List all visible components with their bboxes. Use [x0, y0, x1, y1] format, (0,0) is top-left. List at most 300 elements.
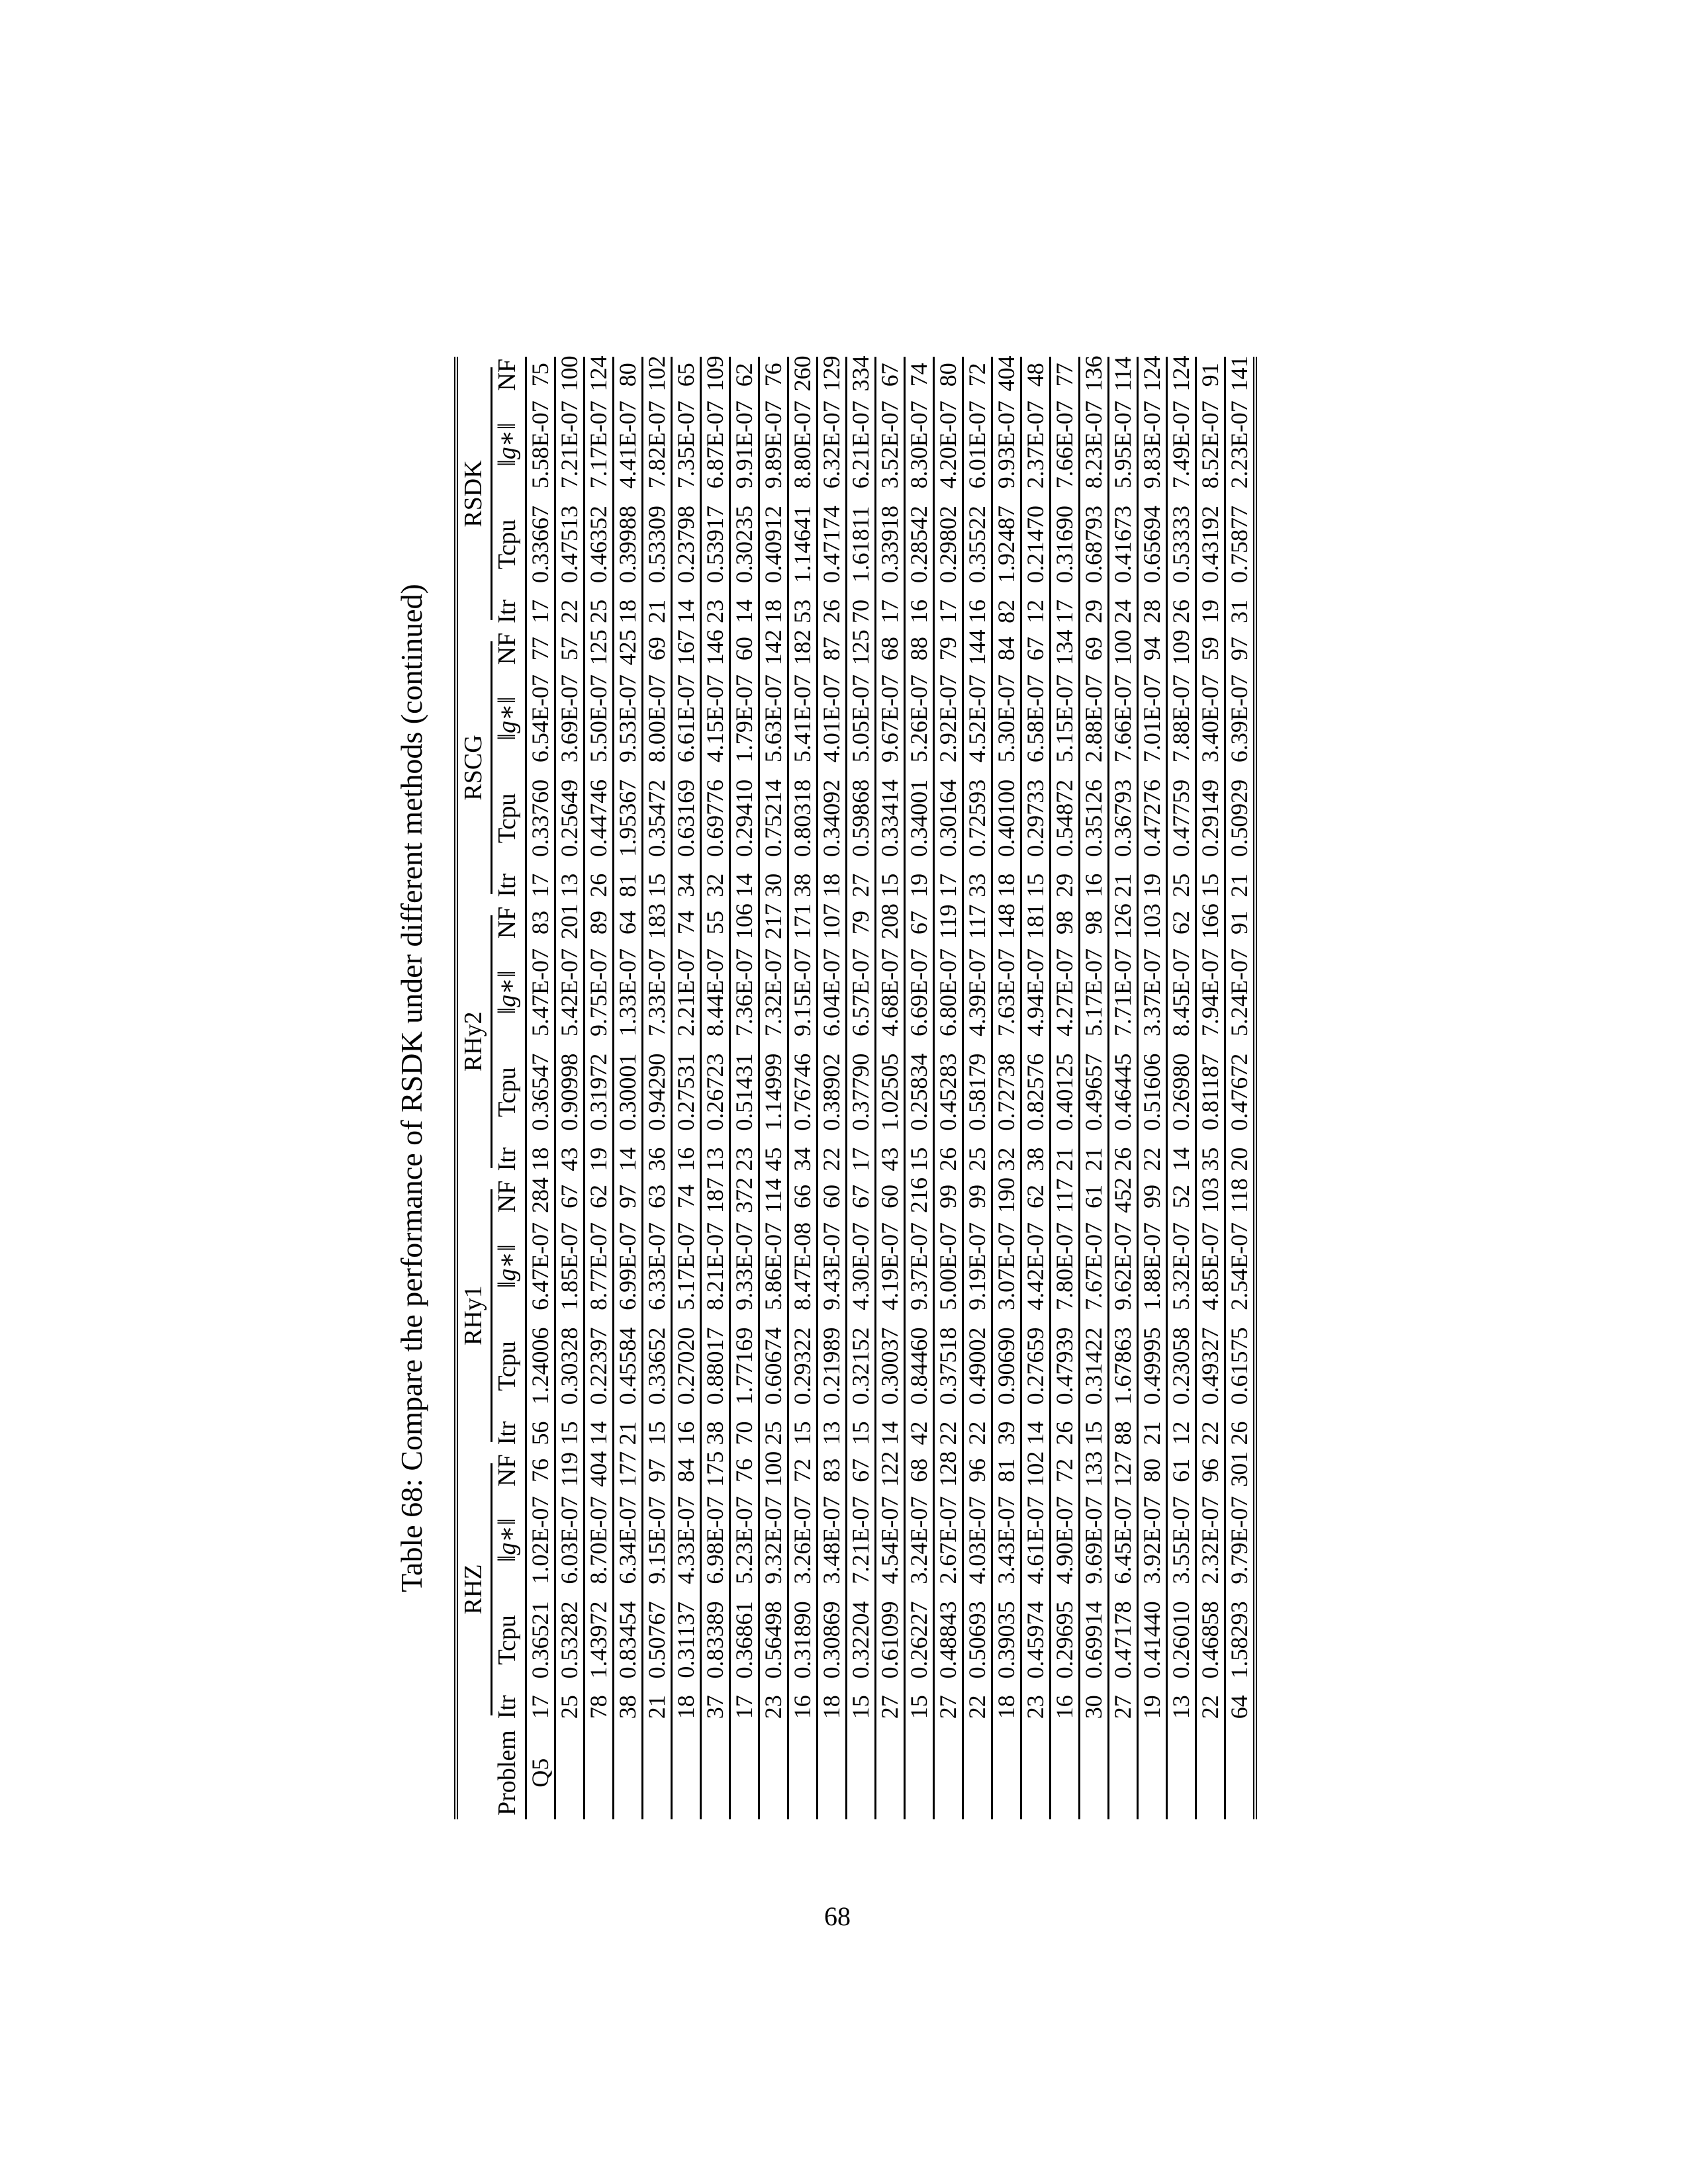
table-row [759, 357, 788, 1819]
cell: 98 [1051, 910, 1078, 934]
cell: 4.33E-07 [672, 1496, 699, 1584]
cell: 81 [614, 873, 641, 897]
column-header-tcpu: Tcpu [493, 1592, 526, 1688]
cell: 134 [1051, 629, 1078, 666]
cell: 124 [585, 355, 612, 392]
cell: 7.21E-07 [847, 1496, 874, 1584]
cell: 9.83E-07 [1138, 400, 1165, 489]
cell: 15 [905, 1695, 932, 1719]
cell: 0.26980 [1167, 1053, 1194, 1131]
problem-cell [555, 1726, 585, 1819]
cell: 109 [1167, 629, 1194, 666]
cell: 0.32152 [847, 1327, 874, 1405]
cell: 39 [992, 1421, 1019, 1445]
cell: 0.53333 [1167, 505, 1194, 583]
cell: 0.80318 [788, 779, 816, 857]
cell: 9.53E-07 [614, 674, 641, 763]
cell: 15 [905, 1147, 932, 1171]
cell: 0.50693 [963, 1601, 990, 1679]
cell: 114 [1109, 356, 1136, 392]
cell: 0.25834 [905, 1053, 932, 1131]
cell: 2.23E-07 [1225, 400, 1252, 489]
cell: 6.54E-07 [526, 674, 553, 763]
cell: 260 [788, 355, 816, 392]
cell: 15 [1080, 1421, 1107, 1445]
cell: 124 [1138, 355, 1165, 392]
cell: 0.53917 [701, 505, 728, 583]
cell: 0.72593 [963, 779, 990, 857]
problem-cell [963, 1726, 992, 1819]
cell: 0.47939 [1051, 1327, 1078, 1405]
cell: 0.88017 [701, 1327, 728, 1405]
cell: 6.32E-07 [818, 400, 845, 489]
cell: 22 [555, 599, 583, 623]
cell: 125 [585, 629, 612, 666]
cell: 69 [1080, 637, 1107, 661]
cell: 0.41440 [1138, 1601, 1165, 1679]
cell: 2.54E-07 [1225, 1222, 1252, 1310]
cell: 144 [963, 629, 990, 666]
cell: 4.54E-07 [876, 1496, 903, 1584]
problem-cell [730, 1726, 759, 1819]
cell: 6.03E-07 [555, 1496, 583, 1584]
cell: 109 [701, 355, 728, 392]
cell: 14 [730, 873, 757, 897]
cell: 118 [1225, 1178, 1252, 1213]
page-number: 68 [824, 1901, 851, 1931]
cell: 0.72738 [992, 1053, 1019, 1131]
cell: 284 [526, 1177, 553, 1213]
cell: 0.46445 [1109, 1053, 1136, 1131]
cell: 18 [672, 1695, 699, 1719]
cell: 15 [1021, 873, 1049, 897]
cell: 98 [1080, 910, 1107, 934]
cell: 0.33652 [643, 1327, 670, 1405]
cell: 100 [759, 1451, 786, 1487]
cell: 15 [847, 1695, 874, 1719]
cell: 6.45E-07 [1109, 1496, 1136, 1584]
cell: 18 [992, 873, 1019, 897]
cell: 15 [876, 873, 903, 897]
column-header-problem: Problem [493, 1726, 526, 1819]
cell: 6.47E-07 [526, 1222, 553, 1310]
cell: 4.01E-07 [818, 674, 845, 763]
cell: 3.40E-07 [1196, 674, 1223, 763]
cell: 0.47513 [555, 505, 583, 583]
cell: 27 [1109, 1695, 1136, 1719]
cell: 70 [730, 1421, 757, 1445]
cell: 217 [759, 903, 786, 940]
cell: 18 [526, 1147, 553, 1171]
cell: 9.33E-07 [730, 1222, 757, 1310]
cell: 15 [788, 1421, 816, 1445]
problem-cell [1080, 1726, 1109, 1819]
cell: 87 [818, 637, 845, 661]
table-row [992, 357, 1021, 1819]
cell: 34 [672, 873, 699, 897]
cell: 4.68E-07 [876, 948, 903, 1036]
cell: 9.15E-07 [788, 948, 816, 1036]
cell: 0.83454 [614, 1601, 641, 1679]
problem-cell [759, 1726, 788, 1819]
table-row [1225, 357, 1256, 1819]
cell: 80 [614, 363, 641, 387]
column-header-gnorm: ‖g∗‖ [493, 940, 526, 1044]
cell: 26 [1051, 1421, 1078, 1445]
problem-cell [905, 1726, 934, 1819]
column-header-tcpu: Tcpu [493, 770, 526, 866]
cell: 17 [526, 873, 553, 897]
column-header-gnorm: ‖g∗‖ [493, 1214, 526, 1318]
cell: 9.19E-07 [963, 1222, 990, 1310]
cell: 32 [992, 1147, 1019, 1171]
cell: 8.44E-07 [701, 948, 728, 1036]
cell: 7.88E-07 [1167, 674, 1194, 763]
table-row [1196, 357, 1225, 1819]
cell: 96 [1196, 1458, 1223, 1482]
cell: 61 [1080, 1184, 1107, 1208]
cell: 0.28542 [905, 505, 932, 583]
cell: 0.40912 [759, 505, 786, 583]
cell: 82 [992, 599, 1019, 623]
cell: 5.23E-07 [730, 1496, 757, 1584]
cell: 4.03E-07 [963, 1496, 990, 1584]
cell: 9.32E-07 [759, 1496, 786, 1584]
cell: 31 [1225, 599, 1252, 623]
cell: 5.47E-07 [526, 948, 553, 1036]
cell: 79 [934, 637, 961, 661]
column-header-tcpu: Tcpu [493, 1044, 526, 1140]
cell: 201 [555, 903, 583, 940]
cell: 8.70E-07 [585, 1496, 612, 1584]
cell: 21 [1138, 1421, 1165, 1445]
cell: 21 [1109, 873, 1136, 897]
cell: 72 [788, 1458, 816, 1482]
cell: 119 [934, 904, 961, 940]
cell: 0.30328 [555, 1327, 583, 1405]
problem-cell [1225, 1726, 1256, 1819]
cell: 21 [643, 1695, 670, 1719]
cell: 67 [847, 1458, 874, 1482]
cell: 25 [585, 599, 612, 623]
cell: 6.87E-07 [701, 400, 728, 489]
cell: 6.04E-07 [818, 948, 845, 1036]
cell: 9.91E-07 [730, 400, 757, 489]
cell: 1.02505 [876, 1053, 903, 1131]
cell: 102 [1021, 1451, 1049, 1487]
cell: 67 [847, 1184, 874, 1208]
cell: 208 [876, 903, 903, 940]
cell: 128 [934, 1451, 961, 1487]
cell: 76 [759, 363, 786, 387]
cell: 9.43E-07 [818, 1222, 845, 1310]
cell: 16 [788, 1695, 816, 1719]
cell: 74 [905, 363, 932, 387]
cell: 91 [1225, 910, 1252, 934]
table-row [963, 357, 992, 1819]
cell: 0.35522 [963, 505, 990, 583]
cell: 26 [1225, 1421, 1252, 1445]
cell: 0.65694 [1138, 505, 1165, 583]
cell: 0.36861 [730, 1601, 757, 1679]
cell: 84 [672, 1458, 699, 1482]
cell: 17 [934, 599, 961, 623]
cell: 25 [759, 1421, 786, 1445]
cell: 67 [876, 363, 903, 387]
cell: 83 [818, 1458, 845, 1482]
cell: 117 [963, 904, 990, 940]
cell: 0.26227 [905, 1601, 932, 1679]
cell: 0.29802 [934, 505, 961, 583]
cell: 0.47178 [1109, 1601, 1136, 1679]
cell: 0.26010 [1167, 1601, 1194, 1679]
cell: 7.71E-07 [1109, 948, 1136, 1036]
cell: 80 [1138, 1458, 1165, 1482]
cell: 0.36793 [1109, 779, 1136, 857]
column-header-itr: Itr [493, 592, 526, 631]
cell: 17 [730, 1695, 757, 1719]
table-row [672, 357, 701, 1819]
problem-cell [1021, 1726, 1051, 1819]
table-row [526, 357, 555, 1819]
cell: 4.20E-07 [934, 400, 961, 489]
cell: 177 [614, 1451, 641, 1487]
cell: 1.24006 [526, 1327, 553, 1405]
cell: 14 [672, 599, 699, 623]
cell: 119 [555, 1452, 583, 1487]
cell: 17 [876, 599, 903, 623]
cell: 4.39E-07 [963, 948, 990, 1036]
cell: 0.82576 [1021, 1053, 1049, 1131]
cell: 1.92487 [992, 505, 1019, 583]
cell: 0.47174 [818, 505, 845, 583]
column-header-itr: Itr [493, 1688, 526, 1726]
cell: 0.35126 [1080, 779, 1107, 857]
cell: 0.25649 [555, 779, 583, 857]
table-row [614, 357, 643, 1819]
cell: 0.29733 [1021, 779, 1049, 857]
cell: 0.75877 [1225, 505, 1252, 583]
table-row [788, 357, 818, 1819]
cell: 6.33E-07 [643, 1222, 670, 1310]
cell: 42 [905, 1421, 932, 1445]
cell: 99 [1138, 1184, 1165, 1208]
cell: 0.33760 [526, 779, 553, 857]
cell: 1.14641 [788, 505, 816, 583]
cell: 52 [1167, 1184, 1194, 1208]
cell: 18 [759, 599, 786, 623]
cell: 14 [730, 599, 757, 623]
table-row [1080, 357, 1109, 1819]
problem-cell [672, 1726, 701, 1819]
cell: 38 [788, 873, 816, 897]
cell: 22 [934, 1421, 961, 1445]
cell: 26 [818, 599, 845, 623]
cell: 0.23058 [1167, 1327, 1194, 1405]
cell: 62 [1021, 1184, 1049, 1208]
cell: 0.27531 [672, 1053, 699, 1131]
cell: 19 [905, 873, 932, 897]
cell: 6.61E-07 [672, 674, 699, 763]
cell: 3.43E-07 [992, 1496, 1019, 1584]
cell: 69 [643, 637, 670, 661]
cell: 6.69E-07 [905, 948, 932, 1036]
cell: 5.58E-07 [526, 400, 553, 489]
cell: 0.68793 [1080, 505, 1107, 583]
cell: 0.49995 [1138, 1327, 1165, 1405]
cell: 404 [585, 1451, 612, 1487]
cell: 5.05E-07 [847, 674, 874, 763]
table-row [701, 357, 730, 1819]
cell: 0.29149 [1196, 779, 1223, 857]
cell: 65 [672, 363, 699, 387]
cell: 57 [555, 637, 583, 661]
cell: 76 [730, 1458, 757, 1482]
cell: 8.77E-07 [585, 1222, 612, 1310]
table-row [876, 357, 905, 1819]
cell: 0.30235 [730, 505, 757, 583]
cell: 9.15E-07 [643, 1496, 670, 1584]
cell: 18 [818, 873, 845, 897]
cell: 18 [992, 1695, 1019, 1719]
cell: 97 [643, 1458, 670, 1482]
cell: 43 [876, 1147, 903, 1171]
cell: 0.49657 [1080, 1053, 1107, 1131]
cell: 0.50767 [643, 1601, 670, 1679]
cell: 6.57E-07 [847, 948, 874, 1036]
table-row [730, 357, 759, 1819]
cell: 0.75214 [759, 779, 786, 857]
cell: 8.21E-07 [701, 1222, 728, 1310]
cell: 0.90998 [555, 1053, 583, 1131]
cell: 14 [1021, 1421, 1049, 1445]
cell: 19 [1196, 599, 1223, 623]
cell: 171 [788, 903, 816, 940]
cell: 14 [585, 1421, 612, 1445]
cell: 97 [614, 1184, 641, 1208]
table-row [1051, 357, 1080, 1819]
cell: 136 [1080, 355, 1107, 392]
cell: 21 [1051, 1147, 1078, 1171]
cell: 216 [905, 1177, 932, 1213]
cell: 0.53282 [555, 1601, 583, 1679]
cell: 3.52E-07 [876, 400, 903, 489]
cell: 72 [963, 363, 990, 387]
cell: 22 [963, 1695, 990, 1719]
cell: 0.84460 [905, 1327, 932, 1405]
cell: 0.36547 [526, 1053, 553, 1131]
cell: 29 [1051, 873, 1078, 897]
cell: 8.23E-07 [1080, 400, 1107, 489]
cell: 28 [1138, 599, 1165, 623]
cell: 0.60674 [759, 1327, 786, 1405]
cell: 6.99E-07 [614, 1222, 641, 1310]
table-row [585, 357, 614, 1819]
cell: 7.21E-07 [555, 400, 583, 489]
problem-cell [992, 1726, 1021, 1819]
column-header-tcpu: Tcpu [493, 496, 526, 592]
cell: 141 [1225, 355, 1252, 392]
cell: 56 [526, 1421, 553, 1445]
cell: 60 [818, 1184, 845, 1208]
cell: 9.89E-07 [759, 400, 786, 489]
cell: 1.58293 [1225, 1601, 1252, 1679]
cell: 0.33414 [876, 779, 903, 857]
cell: 0.45974 [1021, 1601, 1049, 1679]
cell: 8.47E-08 [788, 1222, 816, 1310]
cell: 18 [614, 599, 641, 623]
cell: 0.69914 [1080, 1601, 1107, 1679]
cell: 8.30E-07 [905, 400, 932, 489]
cell: 103 [1138, 903, 1165, 940]
cell: 0.61575 [1225, 1327, 1252, 1405]
cell: 187 [701, 1177, 728, 1213]
cell: 0.23798 [672, 505, 699, 583]
cell: 0.40100 [992, 779, 1019, 857]
cell: 1.88E-07 [1138, 1222, 1165, 1310]
cell: 0.34092 [818, 779, 845, 857]
cell: 64 [1225, 1695, 1252, 1719]
cell: 122 [876, 1451, 903, 1487]
cell: 0.34001 [905, 779, 932, 857]
cell: 334 [847, 355, 874, 392]
cell: 67 [1021, 637, 1049, 661]
cell: 17 [526, 599, 553, 623]
column-header-gnorm: ‖g∗‖ [493, 392, 526, 496]
cell: 16 [963, 599, 990, 623]
cell: 0.31890 [788, 1601, 816, 1679]
cell: 301 [1225, 1451, 1252, 1487]
cell: 4.90E-07 [1051, 1496, 1078, 1584]
cell: 15 [847, 1421, 874, 1445]
cell: 0.51431 [730, 1053, 757, 1131]
cell: 16 [1051, 1695, 1078, 1719]
cell: 62 [730, 363, 757, 387]
cell: 4.41E-07 [614, 400, 641, 489]
table-row [1138, 357, 1167, 1819]
column-header-gnorm: ‖g∗‖ [493, 666, 526, 770]
cell: 129 [818, 355, 845, 392]
cell: 9.69E-07 [1080, 1496, 1107, 1584]
cell: 0.30869 [818, 1601, 845, 1679]
column-header-tcpu: Tcpu [493, 1318, 526, 1414]
cell: 1.85E-07 [555, 1222, 583, 1310]
cell: 3.55E-07 [1167, 1496, 1194, 1584]
cell: 5.17E-07 [672, 1222, 699, 1310]
cell: 9.67E-07 [876, 674, 903, 763]
cell: 23 [730, 1147, 757, 1171]
method-group-header-row [456, 357, 494, 1819]
cell: 126 [1109, 903, 1136, 940]
cell: 20 [1225, 1147, 1252, 1171]
cell: 91 [1196, 363, 1223, 387]
cell: 7.17E-07 [585, 400, 612, 489]
cell: 83 [526, 910, 553, 934]
table-row [1109, 357, 1138, 1819]
cell: 0.81187 [1196, 1054, 1223, 1130]
cell: 35 [1196, 1147, 1223, 1171]
cell: 19 [1138, 873, 1165, 897]
table-row [1167, 357, 1196, 1819]
cell: 38 [701, 1421, 728, 1445]
cell: 21 [643, 599, 670, 623]
cell: 13 [701, 1147, 728, 1171]
cell: 0.33667 [526, 505, 553, 583]
cell: 9.75E-07 [585, 948, 612, 1036]
cell: 2.88E-07 [1080, 674, 1107, 763]
cell: 26 [934, 1147, 961, 1171]
cell: 183 [643, 903, 670, 940]
